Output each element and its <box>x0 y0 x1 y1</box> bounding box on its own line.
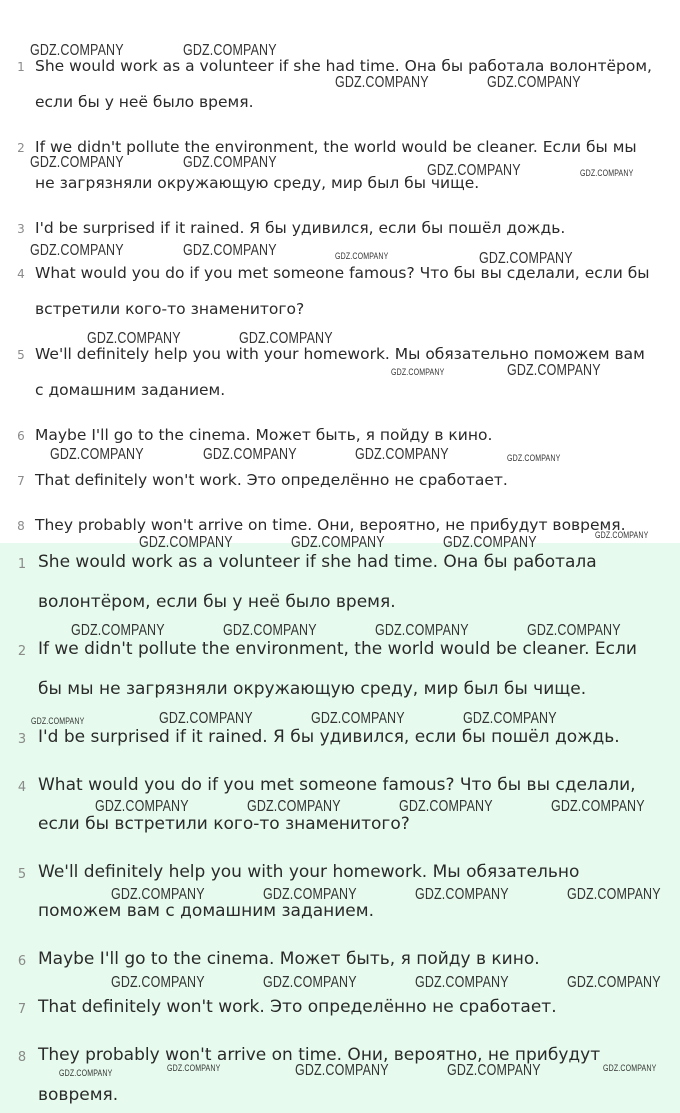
item-number: 8 <box>17 1050 27 1065</box>
watermark: GDZ.COMPANY <box>30 154 124 171</box>
item-line: встретили кого-то знаменитого? <box>35 300 305 318</box>
item-line: вовремя. <box>38 1085 119 1105</box>
item-line: She would work as a volunteer if she had time. Она бы работала волонтёром, <box>35 57 652 75</box>
item-number: 7 <box>17 474 25 488</box>
watermark: GDZ.COMPANY <box>30 242 124 259</box>
item-line: If we didn't pollute the environment, the world would be cleaner. Если <box>38 639 637 659</box>
item-line: I'd be surprised if it rained. Я бы удивился, если бы пошёл дождь. <box>38 727 620 747</box>
item-line: They probably won't arrive on time. Они, вероятно, не прибудут вовремя. <box>35 516 626 534</box>
watermark: GDZ.COMPANY <box>223 622 317 639</box>
watermark: GDZ.COMPANY <box>263 886 357 903</box>
watermark: GDZ.COMPANY <box>239 330 333 347</box>
item-line: What would you do if you met someone famous? Что бы вы сделали, если бы <box>35 264 650 282</box>
item-number: 5 <box>17 867 27 882</box>
watermark: GDZ.COMPANY <box>580 168 634 178</box>
item-number: 8 <box>17 519 25 533</box>
watermark: GDZ.COMPANY <box>31 716 85 726</box>
watermark: GDZ.COMPANY <box>355 446 449 463</box>
item-number: 7 <box>17 1002 27 1017</box>
watermark: GDZ.COMPANY <box>50 446 144 463</box>
item-line: бы мы не загрязняли окружающую среду, мир был бы чище. <box>38 679 587 699</box>
item-number: 2 <box>17 141 25 155</box>
item-line: They probably won't arrive on time. Они, вероятно, не прибудут <box>38 1045 601 1065</box>
watermark: GDZ.COMPANY <box>595 530 649 540</box>
watermark: GDZ.COMPANY <box>603 1063 657 1073</box>
item-number: 4 <box>17 267 25 281</box>
watermark: GDZ.COMPANY <box>463 710 557 727</box>
watermark: GDZ.COMPANY <box>507 362 601 379</box>
watermark: GDZ.COMPANY <box>487 74 581 91</box>
watermark: GDZ.COMPANY <box>95 798 189 815</box>
watermark: GDZ.COMPANY <box>551 798 645 815</box>
watermark: GDZ.COMPANY <box>415 974 509 991</box>
item-number: 3 <box>17 732 27 747</box>
item-number: 6 <box>17 954 27 969</box>
watermark: GDZ.COMPANY <box>427 162 521 179</box>
watermark: GDZ.COMPANY <box>247 798 341 815</box>
watermark: GDZ.COMPANY <box>263 974 357 991</box>
watermark: GDZ.COMPANY <box>567 974 661 991</box>
watermark: GDZ.COMPANY <box>87 330 181 347</box>
watermark: GDZ.COMPANY <box>567 886 661 903</box>
watermark: GDZ.COMPANY <box>203 446 297 463</box>
watermark: GDZ.COMPANY <box>335 251 389 261</box>
watermark: GDZ.COMPANY <box>291 534 385 551</box>
item-line: волонтёром, если бы у неё было время. <box>38 592 396 612</box>
watermark: GDZ.COMPANY <box>183 42 277 59</box>
watermark: GDZ.COMPANY <box>443 534 537 551</box>
item-line: What would you do if you met someone famous? Что бы вы сделали, <box>38 775 636 795</box>
item-number: 6 <box>17 429 25 443</box>
item-line: с домашним заданием. <box>35 381 226 399</box>
item-line: если бы встретили кого-то знаменитого? <box>38 814 410 834</box>
item-line: We'll definitely help you with your homework. Мы обязательно <box>38 862 580 882</box>
item-line: поможем вам с домашним заданием. <box>38 901 374 921</box>
watermark: GDZ.COMPANY <box>391 367 445 377</box>
watermark: GDZ.COMPANY <box>295 1062 389 1079</box>
item-number: 2 <box>17 644 27 659</box>
item-line: That definitely won't work. Это определённо не сработает. <box>35 471 508 489</box>
watermark: GDZ.COMPANY <box>71 622 165 639</box>
item-number: 3 <box>17 222 25 236</box>
watermark: GDZ.COMPANY <box>507 453 561 463</box>
watermark: GDZ.COMPANY <box>183 242 277 259</box>
watermark: GDZ.COMPANY <box>111 974 205 991</box>
item-line: She would work as a volunteer if she had time. Она бы работала <box>38 552 597 572</box>
watermark: GDZ.COMPANY <box>30 42 124 59</box>
watermark: GDZ.COMPANY <box>59 1068 113 1078</box>
watermark: GDZ.COMPANY <box>335 74 429 91</box>
watermark: GDZ.COMPANY <box>399 798 493 815</box>
item-line: I'd be surprised if it rained. Я бы удивился, если бы пошёл дождь. <box>35 219 566 237</box>
watermark: GDZ.COMPANY <box>447 1062 541 1079</box>
item-line: That definitely won't work. Это определённо не сработает. <box>38 997 557 1017</box>
item-number: 5 <box>17 348 25 362</box>
watermark: GDZ.COMPANY <box>311 710 405 727</box>
watermark: GDZ.COMPANY <box>111 886 205 903</box>
watermark: GDZ.COMPANY <box>527 622 621 639</box>
watermark: GDZ.COMPANY <box>159 710 253 727</box>
watermark: GDZ.COMPANY <box>183 154 277 171</box>
item-line: If we didn't pollute the environment, the world would be cleaner. Если бы мы <box>35 138 637 156</box>
item-line: We'll definitely help you with your homework. Мы обязательно поможем вам <box>35 345 645 363</box>
watermark: GDZ.COMPANY <box>139 534 233 551</box>
item-line: Maybe I'll go to the cinema. Может быть, я пойду в кино. <box>35 426 493 444</box>
watermark: GDZ.COMPANY <box>415 886 509 903</box>
watermark: GDZ.COMPANY <box>167 1063 221 1073</box>
watermark: GDZ.COMPANY <box>479 250 573 267</box>
item-number: 1 <box>17 557 27 572</box>
watermark: GDZ.COMPANY <box>375 622 469 639</box>
item-line: Maybe I'll go to the cinema. Может быть, я пойду в кино. <box>38 949 540 969</box>
item-number: 1 <box>17 60 25 74</box>
item-line: не загрязняли окружающую среду, мир был бы чище. <box>35 174 480 192</box>
item-line: если бы у неё было время. <box>35 93 254 111</box>
item-number: 4 <box>17 780 27 795</box>
